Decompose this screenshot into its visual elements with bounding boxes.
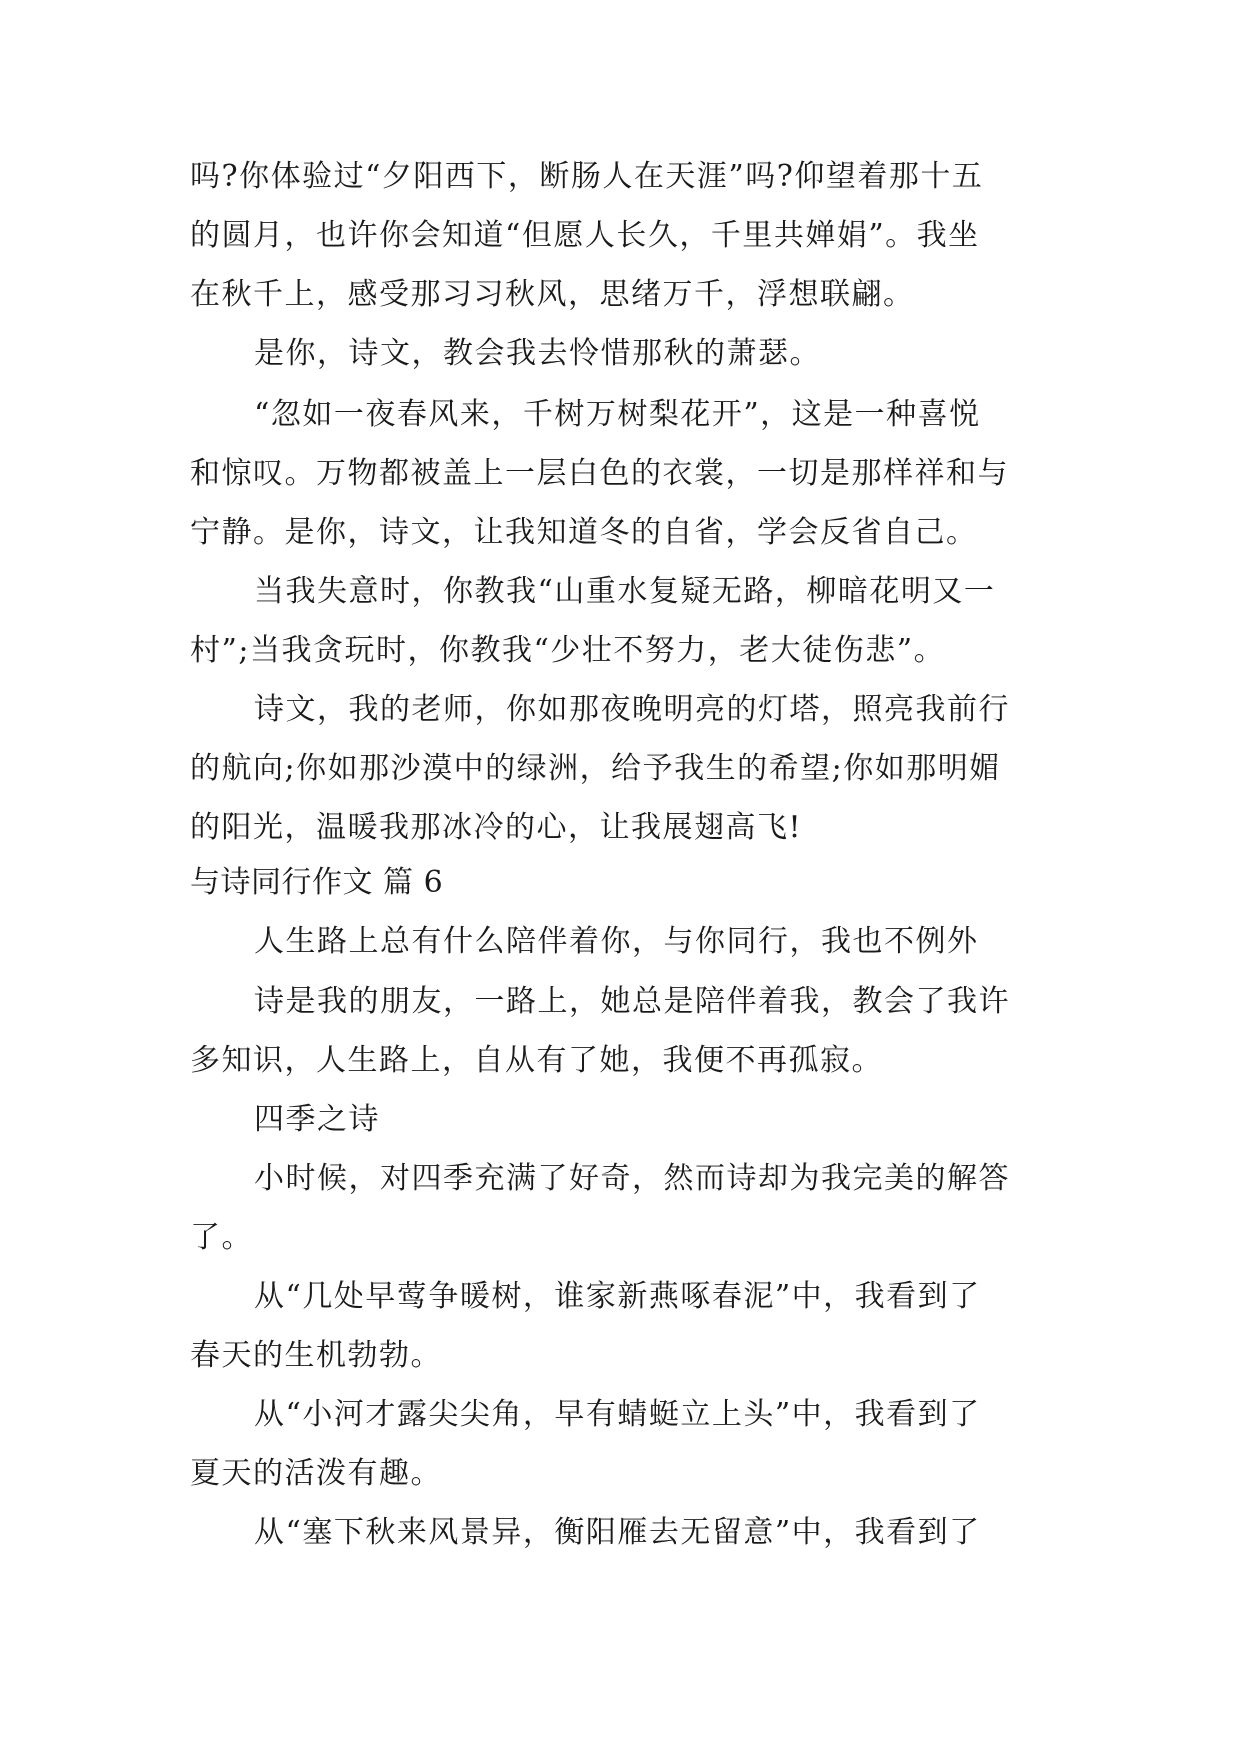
section-heading: 与诗同行作文 篇 6 (190, 865, 444, 900)
paragraph-line: 是你，诗文，教会我去怜惜那秋的萧瑟。 (254, 336, 821, 371)
paragraph-line: 村”;当我贪玩时，你教我“少壮不努力，老大徒伤悲”。 (190, 633, 946, 668)
paragraph-line: 诗文，我的老师，你如那夜晚明亮的灯塔，照亮我前行 (254, 692, 1010, 727)
paragraph-line: 人生路上总有什么陪伴着你，与你同行，我也不例外 (254, 924, 979, 959)
paragraph-line: 了。 (190, 1220, 253, 1255)
paragraph-line: 在秋千上，感受那习习秋风，思绪万千，浮想联翩。 (190, 277, 915, 312)
paragraph-line: 从“小河才露尖尖角，早有蜻蜓立上头”中，我看到了 (254, 1397, 981, 1432)
paragraph-line: 小时候，对四季充满了好奇，然而诗却为我完美的解答 (254, 1161, 1010, 1196)
paragraph-line: 当我失意时，你教我“山重水复疑无路，柳暗花明又一 (254, 574, 996, 609)
paragraph-line: 诗是我的朋友，一路上，她总是陪伴着我，教会了我许 (254, 984, 1010, 1019)
paragraph-line: 吗?你体验过“夕阳西下，断肠人在天涯”吗?仰望着那十五 (190, 159, 984, 194)
paragraph-line: 宁静。是你，诗文，让我知道冬的自省，学会反省自己。 (190, 515, 978, 550)
paragraph-line: 夏天的活泼有趣。 (190, 1456, 442, 1491)
paragraph-line: 春天的生机勃勃。 (190, 1338, 442, 1373)
paragraph-line: 的圆月，也许你会知道“但愿人长久，千里共婵娟”。我坐 (190, 218, 980, 253)
paragraph-line: 从“几处早莺争暖树，谁家新燕啄春泥”中，我看到了 (254, 1279, 981, 1314)
paragraph-line: 的航向;你如那沙漠中的绿洲，给予我生的希望;你如那明媚 (190, 751, 1001, 786)
paragraph-line: 的阳光，温暖我那冰冷的心，让我展翅高飞! (190, 810, 803, 845)
subheading: 四季之诗 (254, 1102, 380, 1137)
paragraph-line: “忽如一夜春风来，千树万树梨花开”，这是一种喜悦 (254, 397, 981, 432)
paragraph-line: 多知识，人生路上，自从有了她，我便不再孤寂。 (190, 1043, 883, 1078)
paragraph-line: 从“塞下秋来风景异，衡阳雁去无留意”中，我看到了 (254, 1515, 981, 1550)
paragraph-line: 和惊叹。万物都被盖上一层白色的衣裳，一切是那样祥和与 (190, 456, 1009, 491)
